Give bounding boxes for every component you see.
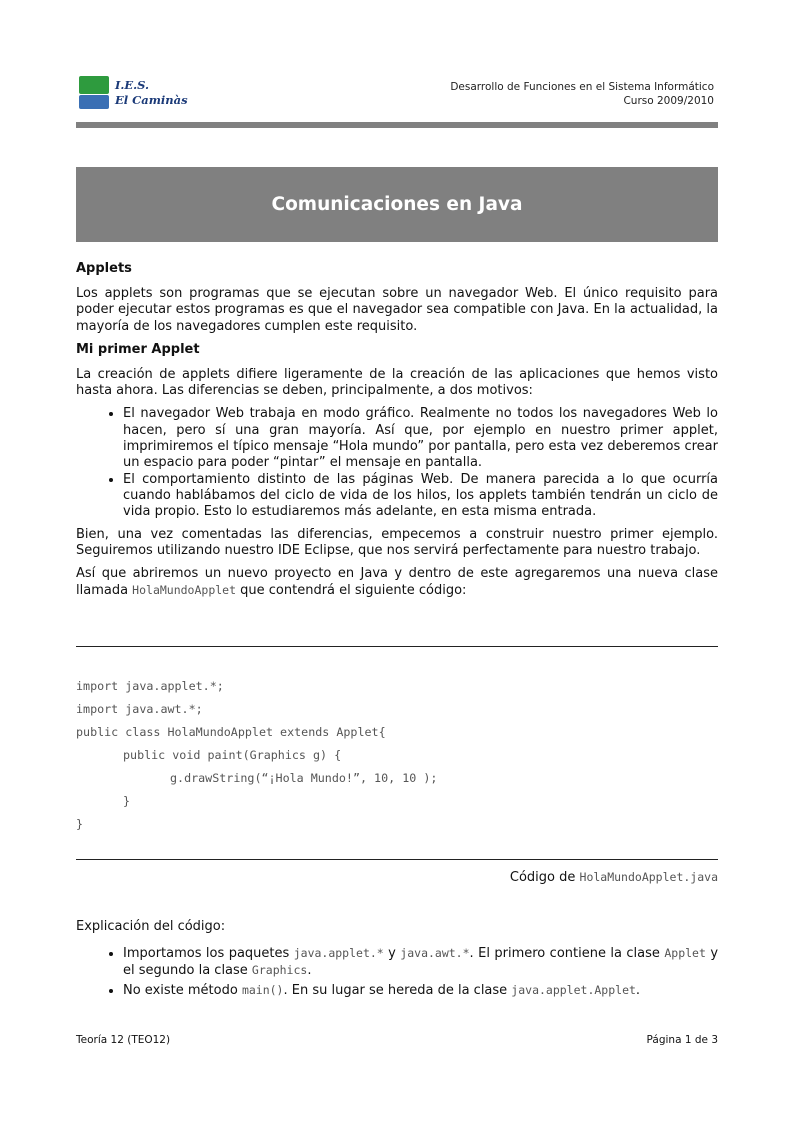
page-title: Comunicaciones en Java [271, 194, 523, 215]
code-explanation [76, 918, 718, 1002]
caption-text: Código de [509, 870, 580, 885]
text: y [383, 946, 401, 961]
text: Importamos los paquetes [123, 946, 294, 961]
logo-blue-block [79, 95, 109, 109]
inline-code: Applet [664, 946, 706, 960]
inline-code: Graphics [251, 963, 308, 977]
differences-list [76, 406, 718, 520]
paragraph-text: que contendrá el siguiente código: [236, 583, 467, 599]
list-item [123, 945, 718, 979]
code-line: public class HolaMundoApplet extends Applet{ [76, 725, 386, 739]
code-line: public void paint(Graphics g) { [123, 748, 342, 762]
main-content [76, 261, 718, 607]
section-heading-applets: Applets [76, 261, 132, 276]
first-applet-intro: La creación de applets difiere ligeramente de la creación de las aplicaciones que hemos visto hasta ahora. Las diferencias se deben, principalmente, a dos motivos: [76, 366, 718, 399]
text: . El primero contiene la clase [469, 946, 665, 961]
list-item: • El comportamiento distinto de las páginas Web. De manera parecida a lo que ocurría cuando hablábamos del ciclo de vida de los hilos, los applets también tendrán un ciclo de vida propio. Esto lo estudiaremos más adelante, en esta misma entrada. [123, 472, 718, 521]
inline-code: java.awt.* [400, 946, 470, 960]
course-title: Desarrollo de Funciones en el Sistema Informático [450, 81, 714, 93]
title-banner [76, 167, 718, 242]
text: No existe método [123, 983, 242, 998]
logo-text-line1: I.E.S. [115, 78, 150, 92]
code-caption [510, 870, 718, 885]
new-class-paragraph [76, 566, 718, 600]
code-line: import java.applet.*; [76, 679, 224, 693]
caption-filename: HolaMundoApplet.java [579, 870, 718, 884]
footer-page-number: Página 1 de 3 [646, 1034, 718, 1046]
logo-green-block [79, 76, 109, 94]
header-course-info [450, 80, 714, 108]
inline-code: java.applet.Applet [511, 983, 636, 997]
explanation-list [76, 945, 718, 999]
text: . [307, 963, 312, 978]
code-bottom-rule [76, 859, 718, 860]
text: . [635, 983, 641, 998]
eclipse-paragraph: Bien, una vez comentadas las diferencias, empecemos a construir nuestro primer ejemplo. Seguiremos utilizando nuestro IDE Eclipse, que nos servirá perfectamente para nuestro trabajo. [76, 526, 718, 558]
applets-paragraph: Los applets son programas que se ejecutan sobre un navegador Web. El único requisito para poder ejecutar estos programas es que el navegador sea compatible con Java. En la actualidad, la mayoría de los navegadores cumplen este requisito. [76, 286, 718, 334]
school-logo [79, 76, 189, 112]
explanation-heading: Explicación del código: [76, 919, 226, 934]
paragraph-text: Así que abriremos un nuevo proyecto en Java y dentro de este agregaremos una nueva clase llamada [76, 566, 718, 599]
code-line: import java.awt.*; [76, 702, 203, 716]
course-year: Curso 2009/2010 [623, 95, 714, 107]
code-line: g.drawString(“¡Hola Mundo!”, 10, 10 ); [170, 771, 438, 785]
inline-code: java.applet.* [293, 946, 384, 960]
code-listing [76, 678, 718, 839]
logo-text-line2: El Caminàs [115, 93, 188, 107]
inline-code-classname: HolaMundoApplet [132, 583, 237, 598]
code-line: } [123, 794, 131, 808]
list-item [123, 982, 718, 999]
code-line: } [76, 817, 84, 831]
inline-code: main() [241, 983, 284, 997]
section-heading-first-applet: Mi primer Applet [76, 341, 200, 357]
text: y el segundo la clase [123, 946, 719, 978]
code-top-rule [76, 646, 718, 647]
list-item: • El navegador Web trabaja en modo gráfico. Realmente no todos los navegadores Web lo hacen, pero sí una gran mayoría. Así que, por ejemplo en nuestro primer applet, imprimiremos el típico mensaje “Hola mundo” por pantalla, pero esta vez deberemos crear un espacio para poder “pintar” el mensaje en pantalla. [123, 406, 718, 471]
text: . En su lugar se hereda de la clase [283, 983, 512, 998]
header-divider [76, 122, 718, 128]
footer-doc-id: Teoría 12 (TEO12) [76, 1034, 171, 1046]
